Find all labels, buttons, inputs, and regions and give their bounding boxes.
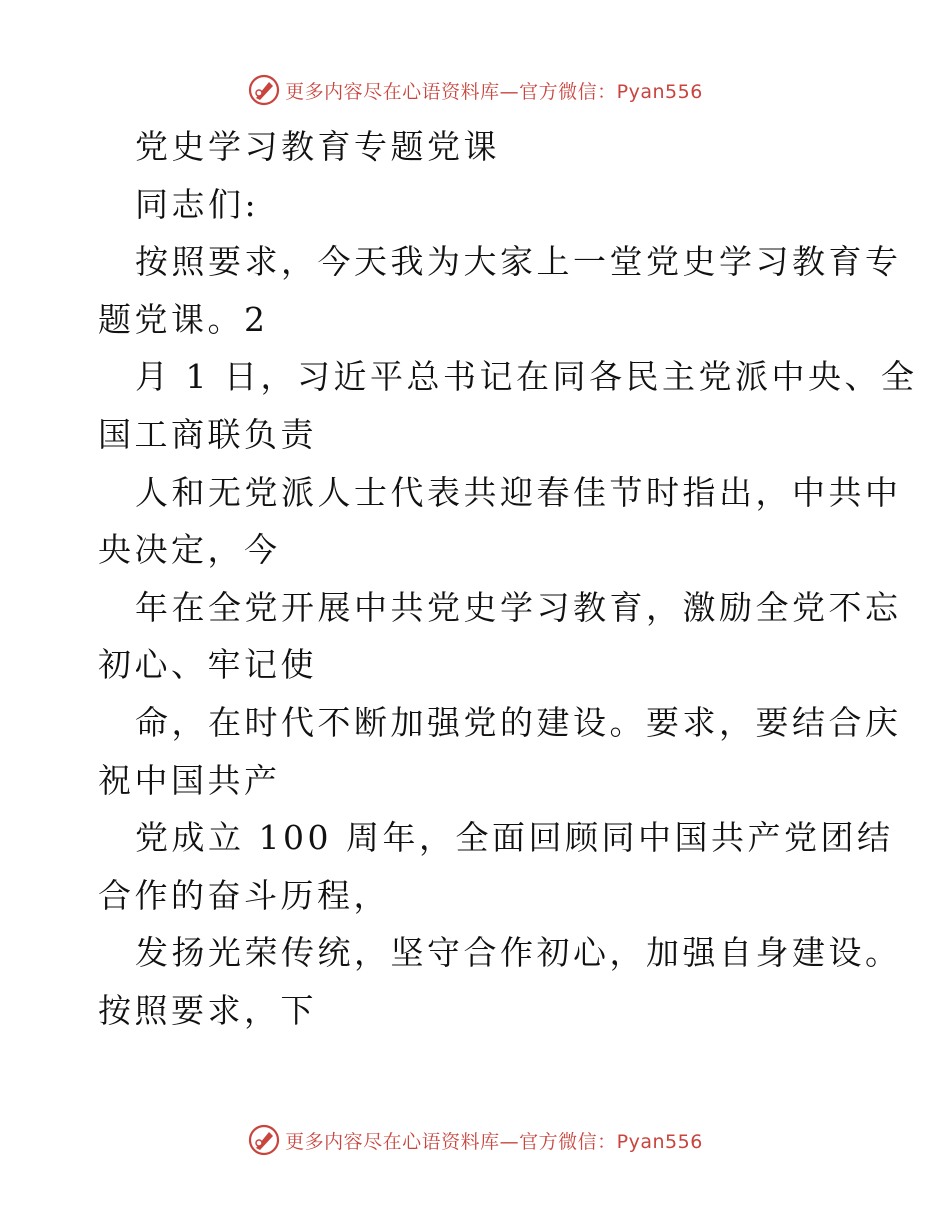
paragraph-line: 按照要求，下 <box>98 990 317 1030</box>
paragraph-line: 人和无党派人士代表共迎春佳节时指出，中共中 <box>135 472 902 512</box>
watermark-text: 更多内容尽在心语资料库—官方微信：Pyan556 <box>285 1130 703 1153</box>
document-body <box>98 118 918 1040</box>
paragraph-line: 月 1 日，习近平总书记在同各民主党派中央、全 <box>135 357 918 397</box>
paragraph-line: 央决定，今 <box>98 530 281 570</box>
paragraph-line: 发扬光荣传统，坚守合作初心，加强自身建设。 <box>135 933 902 973</box>
paragraph-line: 初心、牢记使 <box>98 645 317 685</box>
paragraph-line: 命，在时代不断加强党的建设。要求，要结合庆 <box>135 702 902 742</box>
paragraph-line: 国工商联负责 <box>98 414 317 454</box>
header-watermark <box>0 70 950 110</box>
document-title: 党史学习教育专题党课 <box>135 127 500 166</box>
paragraph-line: 题党课。2 <box>98 299 269 339</box>
footer-watermark <box>0 1120 950 1160</box>
paragraph-line: 年在全党开展中共党史学习教育，激励全党不忘 <box>135 587 902 627</box>
salutation: 同志们: <box>135 184 260 224</box>
paragraph-line: 按照要求，今天我为大家上一堂党史学习教育专 <box>135 242 902 282</box>
pen-logo-icon <box>247 1123 281 1157</box>
paragraph-line: 祝中国共产 <box>98 760 281 800</box>
paragraph-line: 党成立 100 周年，全面回顾同中国共产党团结 <box>135 818 894 858</box>
pen-logo-icon <box>247 73 281 107</box>
paragraph-line: 合作的奋斗历程， <box>98 875 390 915</box>
watermark-text: 更多内容尽在心语资料库—官方微信：Pyan556 <box>285 80 703 103</box>
